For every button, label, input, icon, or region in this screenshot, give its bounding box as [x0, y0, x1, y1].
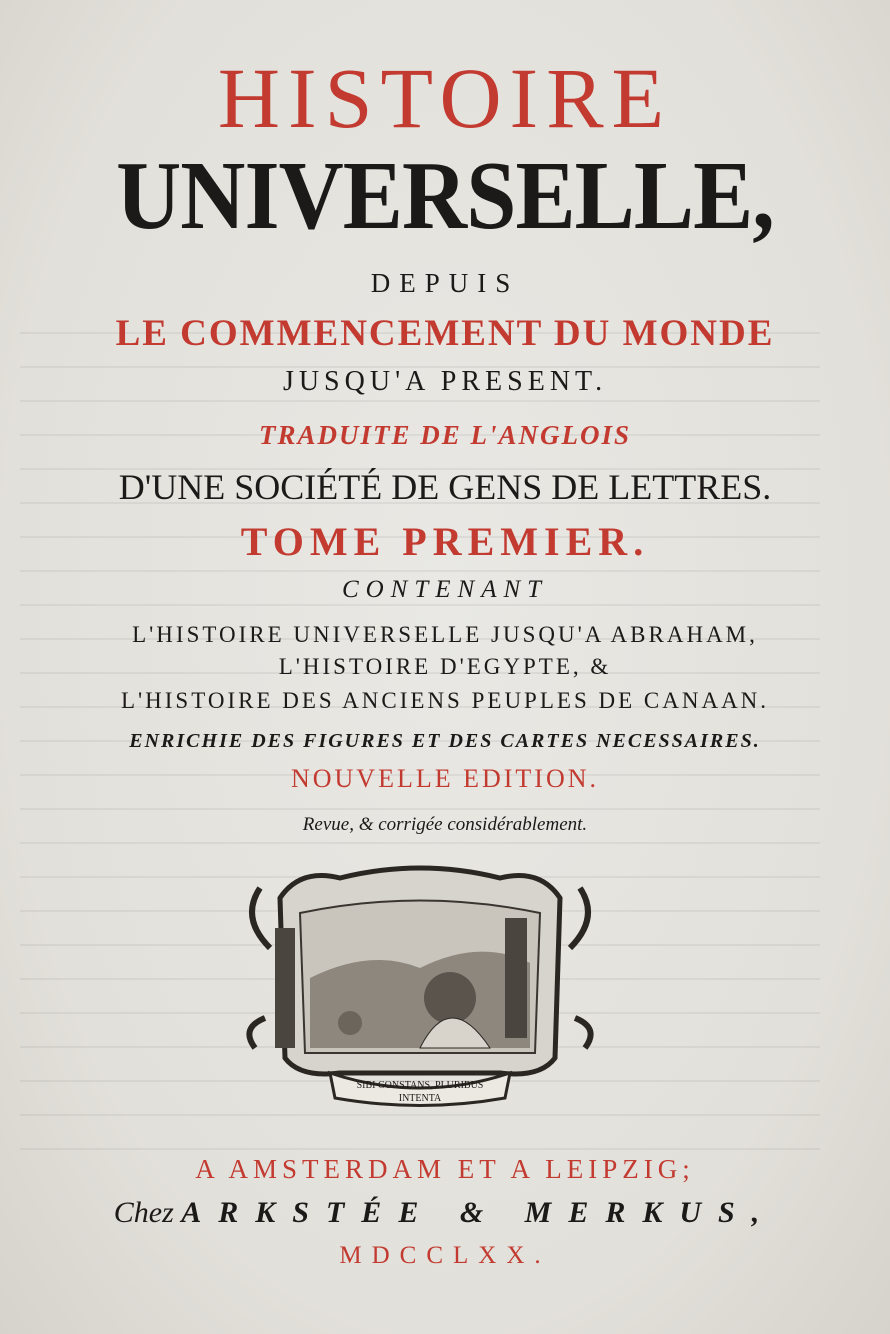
traduite-de-langlois: TRADUITE DE L'ANGLOIS: [258, 420, 632, 450]
vignette-motto: SIBI CONSTANS, PLURIBUS: [356, 1080, 484, 1091]
contents-line: L'HISTOIRE DES ANCIENS PEUPLES DE CANAAN.: [120, 688, 770, 713]
societe-de-gens-de-lettres: D'UNE SOCIÉTÉ DE GENS DE LETTRES.: [118, 467, 772, 507]
publisher-line: [0, 1196, 890, 1230]
nouvelle-edition: NOUVELLE EDITION.: [290, 764, 600, 793]
year: MDCCLXX.: [339, 1242, 551, 1269]
depuis: DEPUIS: [370, 268, 520, 298]
title-histoire: HISTOIRE: [217, 50, 673, 146]
contents-line: L'HISTOIRE UNIVERSELLE JUSQU'A ABRAHAM,: [132, 622, 758, 647]
vignette-motto: INTENTA: [398, 1093, 442, 1104]
contenant: CONTENANT: [341, 576, 549, 603]
revue-corrigee: Revue, & corrigée considérablement.: [302, 814, 588, 835]
chez: Chez: [113, 1196, 174, 1229]
jusqua-present: JUSQU'A PRESENT.: [282, 366, 608, 397]
commencement-du-monde: LE COMMENCEMENT DU MONDE: [115, 313, 775, 354]
publisher: ARKSTÉE & MERKUS,: [181, 1196, 777, 1229]
place-of-publication: A AMSTERDAM ET A LEIPZIG;: [195, 1154, 695, 1184]
engraved-vignette: [240, 858, 600, 1108]
tome-premier: TOME PREMIER.: [240, 519, 650, 564]
title-universelle: UNIVERSELLE,: [116, 142, 774, 250]
enrichie: ENRICHIE DES FIGURES ET DES CARTES NECESSAIRES.: [129, 730, 761, 752]
contents-line: L'HISTOIRE D'EGYPTE, &: [278, 654, 612, 679]
